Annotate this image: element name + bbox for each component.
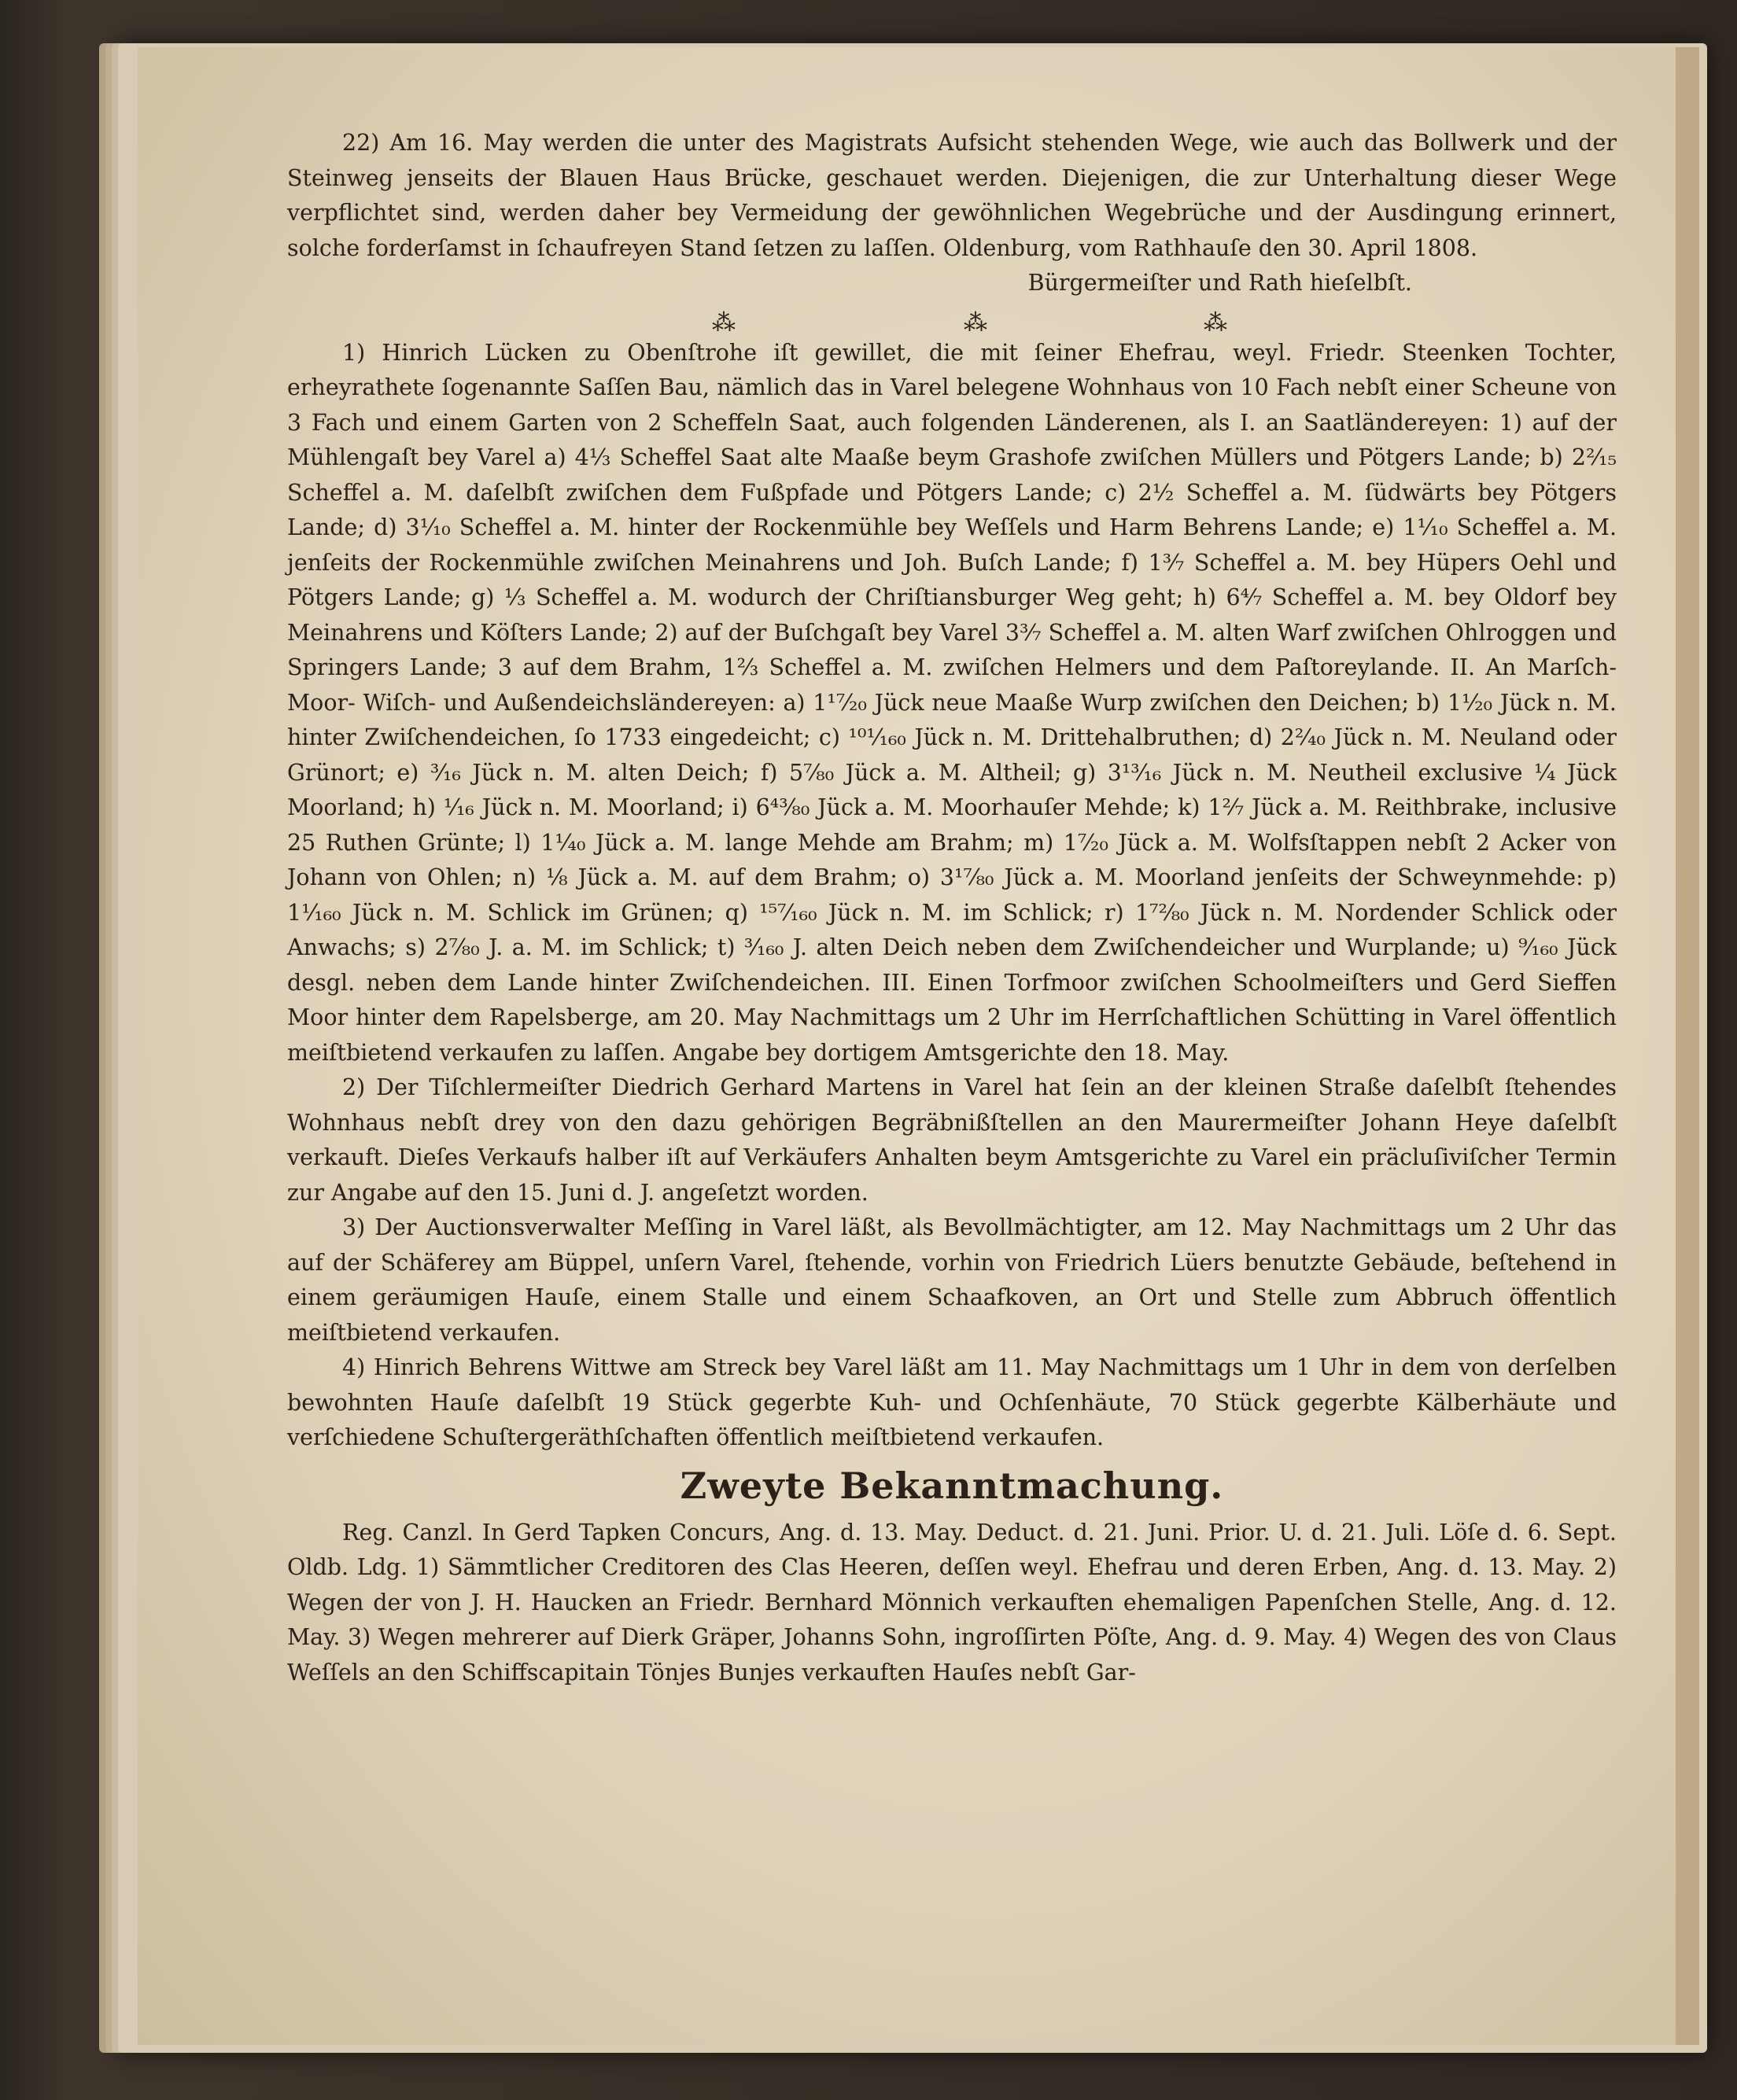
notice-1: 1) Hinrich Lücken zu Obenſtrohe iſt gewillet, die mit ſeiner Ehefrau, weyl. Friedr. Steenken Tochter, erheyrathete ſogenannte Saſſen Bau, nämlich das in Varel belegene Wohnhaus von 10 Fach nebſt einer Scheune von 3 Fach und einem Garten von 2 Scheffeln Saat, auch folgenden Länderenen, als I. an Saatländereyen: 1) auf der Mühlengaſt bey Varel a) 4⅓ Scheffel Saat alte Maaße beym Grashofe zwiſchen Müllers und Pötgers Lande; b) 2²⁄₁₅ Scheffel a. M. daſelbſt zwiſchen dem Fußpfade und Pötgers Lande; c) 2½ Scheffel a. M. ſüdwärts bey Pötgers Lande; d) 3¹⁄₁₀ Scheffel a. M. hinter der Rockenmühle bey Weſſels und Harm Behrens Lande; e) 1¹⁄₁₀ Scheffel a. M. jenſeits der Rockenmühle zwiſchen Meinahrens und Joh. Buſch Lande; f) 1³⁄₇ Scheffel a. M. bey Hüpers Oehl und Pötgers Lande; g) ⅓ Scheffel a. M. wodurch der Chriſtiansburger Weg geht; h) 6⁴⁄₇ Scheffel a. M. bey Oldorf bey Meinahrens und Köſters Lande; 2) auf der Buſchgaſt bey Varel 3³⁄₇ Scheffel a. M. alten Warf zwiſchen Ohlroggen und Springers Lande; 3 auf dem Brahm, 1⅔ Scheffel a. M. zwiſchen Helmers und dem Paſtoreylande. II. An Marſch- Moor- Wiſch- und Außendeichsländereyen: a) 1¹⁷⁄₂₀ Jück neue Maaße Wurp zwiſchen den Deichen; b) 1¹⁄₂₀ Jück n. M. hinter Zwiſchendeichen, ſo 1733 eingedeicht; c) ¹⁰¹⁄₁₆₀ Jück n. M. Drittehalbruthen; d) 2²⁄₄₀ Jück n. M. Neuland oder Grünort; e) ³⁄₁₆ Jück n. M. alten Deich; f) 5⁷⁄₈₀ Jück a. M. Altheil; g) 3¹³⁄₁₆ Jück n. M. Neutheil exclusive ¼ Jück Moorland; h) ¹⁄₁₆ Jück n. M. Moorland; i) 6⁴³⁄₈₀ Jück a. M. Moorhauſer Mehde; k) 1²⁄₇ Jück a. M. Reithbrake, inclusive 25 Ruthen Grünte; l) 1¹⁄₄₀ Jück a. M. lange Mehde am Brahm; m) 1⁷⁄₂₀ Jück a. M. Wolfsſtappen nebſt 2 Acker von Johann von Ohlen; n) ⅛ Jück a. M. auf dem Brahm; o) 3¹⁷⁄₈₀ Jück a. M. Moorland jenſeits der Schweynmehde: p) 1¹⁄₁₆₀ Jück n. M. Schlick im Grünen; q) ¹⁵⁷⁄₁₆₀ Jück n. M. im Schlick; r) 1⁷²⁄₈₀ Jück n. M. Nordender Schlick oder Anwachs; s) 2⁷⁄₈₀ J. a. M. im Schlick; t) ³⁄₁₆₀ J. alten Deich neben dem Zwiſchendeicher und Wurplande; u) ⁹⁄₁₆₀ Jück desgl. neben dem Lande hinter Zwiſchendeichen. III. Einen Torfmoor zwiſchen Schoolmeiſters und Gerd Sieffen Moor hinter dem Rapelsberge, am 20. May Nachmittags um 2 Uhr im Herrſchaftlichen Schütting in Varel öffentlich meiſtbietend verkaufen zu laſſen. Angabe bey dortigem Amtsgerichte den 18. May. xyxy=(287,339,1617,1066)
section-heading: Zweyte Bekanntmachung. xyxy=(680,1464,1224,1507)
notice-4: 4) Hinrich Behrens Wittwe am Streck bey Varel läßt am 11. May Nachmittags um 1 Uhr in dem von derſelben bewohnten Hauſe daſelbſt 19 Stück gegerbte Kuh- und Ochſenhäute, 70 Stück gegerbte Kälberhäute und verſchiedene Schuſtergeräthſchaften öffentlich meiſtbietend verkaufen. xyxy=(287,1354,1617,1450)
asterism-1: ⁂ xyxy=(712,308,737,337)
asterism-2: ⁂ xyxy=(964,308,989,337)
notice-2: 2) Der Tiſchlermeiſter Diedrich Gerhard Martens in Varel hat ſein an der kleinen Straße daſelbſt ſtehendes Wohnhaus nebſt drey von den dazu gehörigen Begräbnißſtellen an den Maurermeiſter Johann Heye daſelbſt verkauft. Dieſes Verkaufs halber iſt auf Verkäufers Anhalten beym Amtsgerichte zu Varel ein präcluſiviſcher Termin zur Angabe auf den 15. Juni d. J. angeſetzt worden. xyxy=(287,1074,1617,1206)
signature: Bürgermeiſter und Rath hieſelbſt. xyxy=(1027,270,1412,296)
notice-22: 22) Am 16. May werden die unter des Magistrats Aufsicht stehenden Wege, wie auch das Bollwerk und der Steinweg jenseits der Blauen Haus Brücke, geschauet werden. Diejenigen, die zur Unterhaltung dieser Wege verpflichtet sind, werden daher bey Vermeidung der gewöhnlichen Wegebrüche und der Ausdingung erinnert, solche forderſamst in ſchaufreyen Stand ſetzen zu laſſen. Oldenburg, vom Rathhauſe den 30. April 1808. xyxy=(287,130,1617,261)
notice-3: 3) Der Auctionsverwalter Meſſing in Varel läßt, als Bevollmächtigter, am 12. May Nachmittags um 2 Uhr das auf der Schäferey am Büppel, unſern Varel, ſtehende, vorhin von Friedrich Lüers benutzte Gebäude, beſtehend in einem geräumigen Hauſe, einem Stalle und einem Schaafkoven, an Ort und Stelle zum Abbruch öffentlich meiſtbietend verkaufen. xyxy=(287,1214,1617,1346)
page-text xyxy=(287,126,1617,1690)
asterism-3: ⁂ xyxy=(1204,308,1229,337)
ornament-separator xyxy=(287,301,1617,336)
second-announcement-text: Reg. Canzl. In Gerd Tapken Concurs, Ang. d. 13. May. Deduct. d. 21. Juni. Prior. U. d. 21. Juli. Löſe d. 6. Sept. Oldb. Ldg. 1) Sämmtlicher Creditoren des Clas Heeren, deſſen weyl. Ehefrau und deren Erben, Ang. d. 13. May. 2) Wegen der von J. H. Haucken an Friedr. Bernhard Mönnich verkauften ehemaligen Papenſchen Stelle, Ang. d. 12. May. 3) Wegen mehrerer auf Dierk Gräper, Johanns Sohn, ingroſſirten Pöſte, Ang. d. 9. May. 4) Wegen des von Claus Weſſels an den Schiffscapitain Tönjes Bunjes verkauften Hauſes nebſt Gar- xyxy=(287,1519,1617,1686)
